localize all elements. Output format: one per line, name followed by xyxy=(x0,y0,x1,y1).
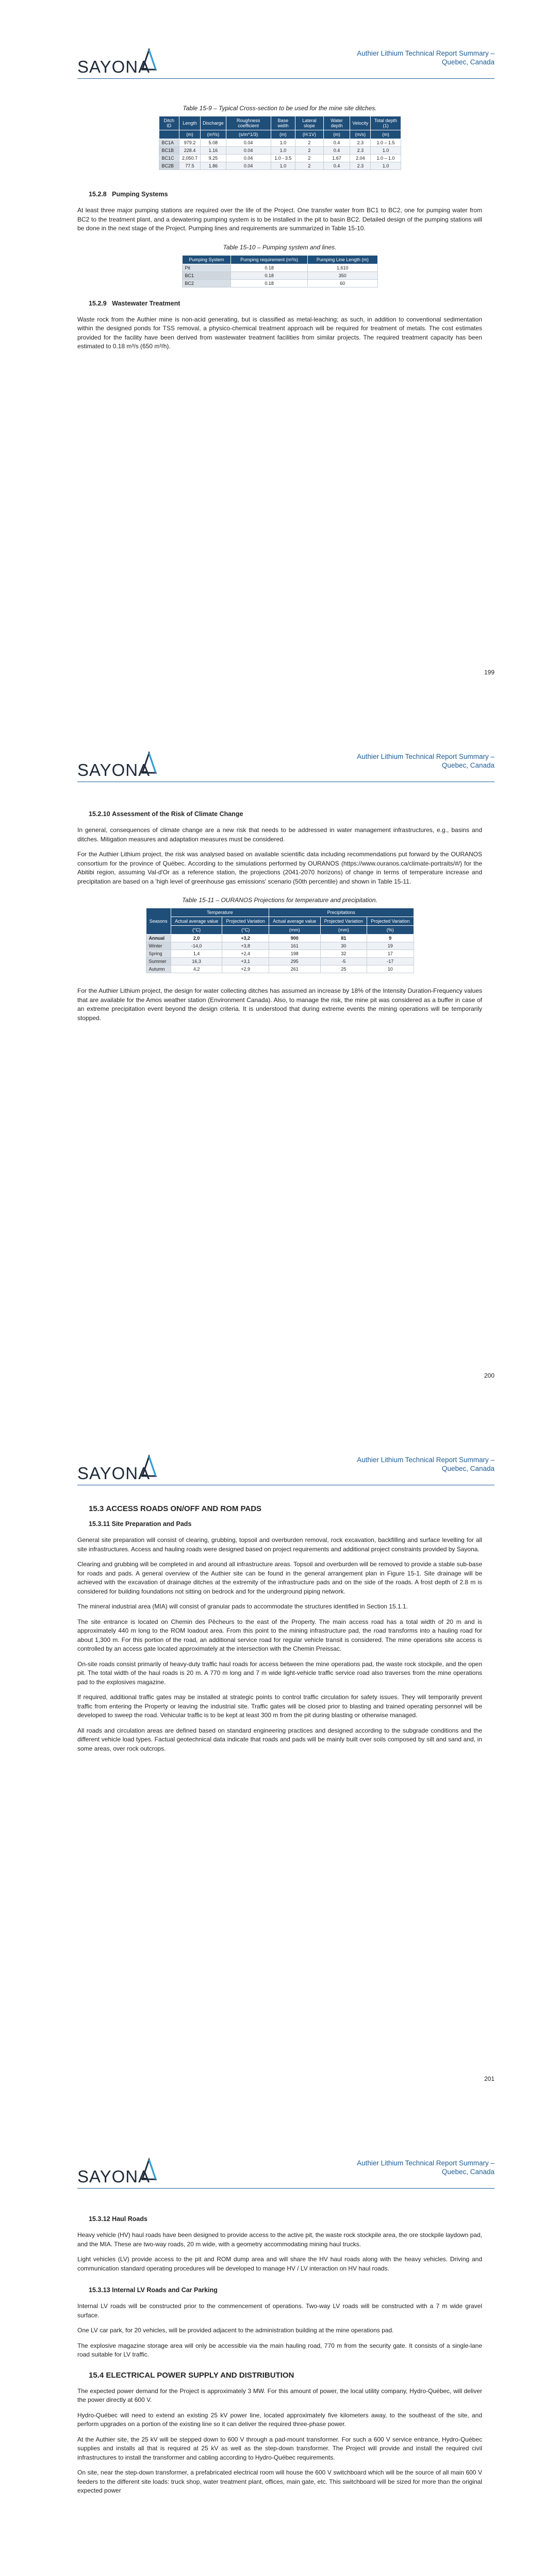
table-header-cell: (°C) xyxy=(171,926,222,935)
section-title-access-roads: 15.3 ACCESS ROADS ON/OFF AND ROM PADS xyxy=(89,1504,262,1513)
table-15-11-caption: Table 15-11 – OURANOS Projections for temperature and precipitation. xyxy=(182,896,377,904)
page-202-content xyxy=(77,2215,482,2502)
table-row xyxy=(159,139,401,147)
table-body xyxy=(182,264,377,287)
table-cell: 60 xyxy=(308,279,377,287)
table-cell: 295 xyxy=(269,958,320,965)
paragraph: At least three major pumping stations are required over the life of the Project. One transfer water from BC1 to BC2, one for pumping water from BC2 to the treatment plant, and a dewatering pumping system is to be installed in the pit to basin BC2. Detailed design of the pumping stations will be done in the next stage of the Project. Pumping lines and requirements are summarized in Table 15-10. xyxy=(77,207,482,232)
table-header-cell: (m) xyxy=(323,130,350,139)
table-row xyxy=(159,155,401,162)
paragraph: In general, consequences of climate change are a new risk that needs to be addressed in water management infrastructures, e.g., basins and ditches. Mitigation measures and adaptation measures must be considered. xyxy=(77,826,482,843)
table-header-cell: (m) xyxy=(371,130,401,139)
table-row xyxy=(146,942,414,950)
table-cell: 0.04 xyxy=(226,162,271,170)
table-cell: 261 xyxy=(269,965,320,973)
table-cell: BC1A xyxy=(159,139,179,147)
paragraph-group xyxy=(77,2302,482,2360)
table-cell: Pit xyxy=(182,264,231,272)
table-cell: +3,2 xyxy=(222,935,269,942)
table-cell: BC2 xyxy=(182,279,231,287)
table-header-cell: (mm) xyxy=(320,926,367,935)
table-cell: 1,610 xyxy=(308,264,377,272)
header-line-2: Quebec, Canada xyxy=(441,1465,494,1472)
group-precipitation: Precipitations xyxy=(269,908,414,917)
table-15-9 xyxy=(159,116,401,170)
table-cell: 350 xyxy=(308,272,377,279)
report-header xyxy=(357,1455,494,1473)
header-divider xyxy=(77,78,494,79)
table-header-cell: Roughness coefficient xyxy=(226,116,271,130)
table-cell: 0.18 xyxy=(231,279,308,287)
page-number: 200 xyxy=(484,1372,494,1379)
table-15-10-caption: Table 15-10 – Pumping system and lines. xyxy=(223,243,337,251)
table-header-cell: Length xyxy=(179,116,201,130)
table-header-row xyxy=(182,255,377,264)
table-cell: 9 xyxy=(367,935,414,942)
table-units-row xyxy=(146,926,414,935)
table-body xyxy=(146,935,414,973)
section-heading-wastewater: 15.2.9 Wastewater Treatment xyxy=(89,299,180,307)
table-cell: 2 xyxy=(295,139,324,147)
table-cell: 2.3 xyxy=(350,139,371,147)
table-header-row xyxy=(146,917,414,926)
section-heading-pumping: 15.2.8 Pumping Systems xyxy=(89,191,168,198)
table-cell: 2 xyxy=(295,155,324,162)
table-cell: 0.04 xyxy=(226,147,271,155)
table-cell: +3,1 xyxy=(222,958,269,965)
table-cell: 2.3 xyxy=(350,147,371,155)
page-number: 201 xyxy=(484,2075,494,2082)
table-header-cell: Pumping System xyxy=(182,255,231,264)
table-cell: 1.0 xyxy=(271,139,295,147)
table-header-cell: (m/s) xyxy=(350,130,371,139)
paragraph: On site, near the step-down transformer, a prefabricated electrical room will house the 600 V switchboard which will be the source of all main 600 V feeders to the different site loads: truck shop, water treatment plant, offices, main gate, etc. This switchboard will be sized for more than the original expected power xyxy=(77,2469,482,2494)
table-cell: 0.18 xyxy=(231,264,308,272)
report-header xyxy=(357,752,494,770)
logo-text: SAYONA xyxy=(77,760,151,779)
table-cell: +3,8 xyxy=(222,942,269,950)
table-row xyxy=(182,272,377,279)
header-line-1: Authier Lithium Technical Report Summary – xyxy=(357,1456,494,1464)
table-cell: 1.0 xyxy=(271,162,295,170)
table-header-row xyxy=(159,116,401,130)
paragraph: All roads and circulation areas are defined based on standard engineering practices and designed according to the subgrade conditions and the different vehicle load types. Factual geotechnical data indicate that roads and pads will be mainly built over soils composed by silt and sand and, in some areas, over rock outcrops. xyxy=(77,1726,482,1752)
table-header-cell: Base width xyxy=(271,116,295,130)
table-header-cell: (%) xyxy=(367,926,414,935)
table-cell: -14,0 xyxy=(171,942,222,950)
table-cell: Spring xyxy=(146,950,171,958)
table-cell: 25 xyxy=(320,965,367,973)
table-header-cell: (s/m^1/3) xyxy=(226,130,271,139)
table-cell: 16,3 xyxy=(171,958,222,965)
paragraph: The mineral industrial area (MIA) will consist of granular pads to accommodate the structures identified in Section 15.1.1. xyxy=(77,1603,408,1610)
logo-mark-icon xyxy=(140,48,158,71)
section-heading-haul-roads: 15.3.12 Haul Roads xyxy=(89,2215,147,2223)
section-heading-internal-roads: 15.3.13 Internal LV Roads and Car Parking xyxy=(89,2286,218,2294)
table-cell: 228.4 xyxy=(179,147,201,155)
table-cell: 0.18 xyxy=(231,272,308,279)
table-header-cell: (°C) xyxy=(222,926,269,935)
section-heading-climate: 15.2.10 Assessment of the Risk of Climate Change xyxy=(89,810,243,818)
table-header-cell: Ditch ID xyxy=(159,116,179,130)
table-row xyxy=(146,958,414,965)
paragraph: At the Authier site, the 25 kV will be stepped down to 600 V through a pad-mount transformer. For such a 600 V service entrance, Hydro-Québec supplies and installs all that is required at 25 kV as well as the step-down transformer. The Project will provide and install the required civil infrastructures to install the transformer and cabling according to Hydro-Québec requirements. xyxy=(77,2435,482,2461)
table-15-9-caption: Table 15-9 – Typical Cross-section to be used for the mine site ditches. xyxy=(183,105,377,112)
paragraph: The expected power demand for the Project is approximately 3 MW. For this amount of power, the local utility company, Hydro-Québec, will deliver the power directly at 600 V. xyxy=(77,2387,482,2403)
table-row xyxy=(146,935,414,942)
table-cell: 1.0 – 1.5 xyxy=(371,139,401,147)
table-header-cell: (m) xyxy=(271,130,295,139)
paragraph-group xyxy=(77,2387,482,2496)
page-200 xyxy=(0,703,544,1406)
table-cell: 198 xyxy=(269,950,320,958)
table-cell: 979.2 xyxy=(179,139,201,147)
table-cell: 1.86 xyxy=(201,162,226,170)
table-15-11 xyxy=(146,908,414,973)
paragraph-group xyxy=(77,1536,482,1753)
table-cell: 1.0 xyxy=(271,147,295,155)
table-cell: 2.3 xyxy=(350,162,371,170)
paragraph: Internal LV roads will be constructed prior to the commencement of operations. Two-way LV roads will be constructed with a 7 m wide gravel surface. xyxy=(77,2302,482,2319)
header-divider xyxy=(77,2188,494,2189)
section-heading-site-prep: 15.3.11 Site Preparation and Pads xyxy=(89,1520,192,1528)
table-header-cell: Total depth (1) xyxy=(371,116,401,130)
paragraph: Light vehicles (LV) provide access to the pit and ROM dump area and will share the HV haul roads along with the heavy vehicles. Driving and communication standard operating procedures will be developed to manage HV / LV interaction on HV haul roads. xyxy=(77,2256,482,2272)
paragraph: On-site roads consist primarily of heavy-duty traffic haul roads for access between the mine operations pad, the waste rock stockpile, and the open pit. The total width of the haul roads is 20 m. A 770 m long and 7 m wide light-vehicle traffic service road also traverses from the mine operations pad to the explosives magazine. xyxy=(77,1660,482,1686)
table-header-cell: Pumping Line Length (m) xyxy=(308,255,377,264)
table-cell: 1.0 xyxy=(371,147,401,155)
table-header-cell: Actual average value xyxy=(171,917,222,926)
table-cell: 32 xyxy=(320,950,367,958)
table-cell: Summer xyxy=(146,958,171,965)
paragraph: For the Authier Lithium project, the risk was analysed based on available scientific data including recommendations put forward by the OURANOS consortium for the province of Québec. According to the simulations performed by OURANOS (https://www.ouranos.ca/climate-portraits/#/) for the Abitibi region, assuming Val-d'Or as a reference station, the projections (2041-2070 horizons) of change in terms of temperature increase and precipitation are based on a 'high level of greenhouse gas emissions' scenario (50th percentile) and shown in Table 15-11. xyxy=(77,851,482,885)
table-cell: -5 xyxy=(320,958,367,965)
table-cell: 161 xyxy=(269,942,320,950)
table-cell: 2,0 xyxy=(171,935,222,942)
table-header-cell: (m) xyxy=(179,130,201,139)
table-cell: 5.08 xyxy=(201,139,226,147)
table-cell: +2,4 xyxy=(222,950,269,958)
table-row xyxy=(146,950,414,958)
page-199 xyxy=(0,0,544,703)
table-header-cell: Projected Variation xyxy=(367,917,414,926)
table-header-cell: (m³/s) xyxy=(201,130,226,139)
header-line-2: Quebec, Canada xyxy=(441,58,494,66)
table-cell: BC1 xyxy=(182,272,231,279)
table-15-10 xyxy=(182,255,378,287)
paragraph: One LV car park, for 20 vehicles, will be provided adjacent to the administration building at the mine operations pad. xyxy=(77,2327,394,2334)
logo-mark-icon xyxy=(140,2158,158,2180)
table-header-cell: Projected Variation xyxy=(222,917,269,926)
table-cell: 9.25 xyxy=(201,155,226,162)
table-cell: 1,4 xyxy=(171,950,222,958)
table-cell: 2 xyxy=(295,162,324,170)
table-cell: +2,9 xyxy=(222,965,269,973)
page-number: 199 xyxy=(484,669,494,676)
table-group-row xyxy=(146,908,414,917)
table-cell: 0.4 xyxy=(323,162,350,170)
table-units-row xyxy=(159,130,401,139)
table-cell: 0.04 xyxy=(226,139,271,147)
page-200-content xyxy=(77,810,482,1029)
table-cell: Autumn xyxy=(146,965,171,973)
table-body xyxy=(159,139,401,170)
table-header-cell: Projected Variation xyxy=(320,917,367,926)
header-line-1: Authier Lithium Technical Report Summary – xyxy=(357,753,494,760)
table-cell: Winter xyxy=(146,942,171,950)
table-row xyxy=(182,264,377,272)
table-header-cell: Water depth xyxy=(323,116,350,130)
table-header-cell: Velocity xyxy=(350,116,371,130)
col-seasons: Seasons xyxy=(146,908,171,935)
table-cell: 1.16 xyxy=(201,147,226,155)
table-cell: BC2B xyxy=(159,162,179,170)
table-cell: 10 xyxy=(367,965,414,973)
table-row xyxy=(159,147,401,155)
table-header-cell: Pumping requirement (m³/s) xyxy=(231,255,308,264)
table-cell: 2 xyxy=(295,147,324,155)
table-header-cell: Actual average value xyxy=(269,917,320,926)
table-row xyxy=(159,162,401,170)
table-cell: 2,050.7 xyxy=(179,155,201,162)
paragraph: If required, additional traffic gates may be installed at strategic points to control traffic circulation for safety issues. They will temporarily prevent traffic from entering the Property or leaving the industrial site. Traffic gates will be closed prior to blasting and trained operating personnel will be developed to sweep the road. Vehicular traffic is to be kept at least 300 m from the pit during blasting or otherwise managed. xyxy=(77,1693,482,1719)
table-header-cell: Discharge xyxy=(201,116,226,130)
paragraph: The site entrance is located on Chemin des Pêcheurs to the east of the Property. The main access road has a total width of 20 m and is approximately 440 m long to the ROM loadout area. From this point to the mining infrastructure pad, the road transforms into a hauling road for about 1,300 m. For this portion of the road, an additional service road for regular vehicle transit is considered. The mine operations site access is controlled by an access gate located approximately at the intersection with the Chemin Preissac. xyxy=(77,1618,482,1652)
logo-mark-icon xyxy=(140,751,158,774)
header-line-1: Authier Lithium Technical Report Summary – xyxy=(357,49,494,57)
group-temperature: Temperature xyxy=(171,908,269,917)
logo-text: SAYONA xyxy=(77,57,151,76)
header-line-2: Quebec, Canada xyxy=(441,761,494,769)
table-cell: 2.04 xyxy=(350,155,371,162)
paragraph: Hydro-Québec will need to extend an existing 25 kV power line, located approximately five kilometers away, to the southeast of the site, and perform upgrades on a portion of the existing line so it can deliver the required three-phase power. xyxy=(77,2411,482,2428)
table-cell: 0.4 xyxy=(323,139,350,147)
table-cell: 1.0 – 1.0 xyxy=(371,155,401,162)
table-cell: BC1B xyxy=(159,147,179,155)
table-header-cell xyxy=(159,130,179,139)
table-cell: 77.5 xyxy=(179,162,201,170)
table-header-cell: (H:1V) xyxy=(295,130,324,139)
table-cell: 30 xyxy=(320,942,367,950)
page-199-content xyxy=(77,99,482,358)
table-cell: 1.0 xyxy=(371,162,401,170)
table-cell: 1.0 - 3.5 xyxy=(271,155,295,162)
table-row xyxy=(182,279,377,287)
table-header-cell: (mm) xyxy=(269,926,320,935)
table-cell: BC1C xyxy=(159,155,179,162)
header-line-1: Authier Lithium Technical Report Summary – xyxy=(357,2159,494,2167)
table-cell: 0.4 xyxy=(323,147,350,155)
table-cell: 0.04 xyxy=(226,155,271,162)
table-cell: 1.67 xyxy=(323,155,350,162)
page-202 xyxy=(0,2110,544,2576)
table-row xyxy=(146,965,414,973)
section-title-electrical: 15.4 ELECTRICAL POWER SUPPLY AND DISTRIBUTION xyxy=(89,2370,294,2380)
report-header xyxy=(357,2159,494,2176)
table-cell: 81 xyxy=(320,935,367,942)
paragraph: The explosive magazine storage area will only be accessible via the main hauling road, 770 m from the security gate. It consists of a single-lane road suitable for LV traffic. xyxy=(77,2342,482,2358)
paragraph: For the Authier Lithium project, the design for water collecting ditches has assumed an increase by 18% of the Intensity Duration-Frequency values that are available for the Amos weather station (Environment Canada). Also, to manage the risk, the mine pit was considered as a buffer in case of an extreme precipitation event beyond the design criteria. It is understood that during extreme events the mining operations will be temporarily stopped. xyxy=(77,987,482,1022)
logo-text: SAYONA xyxy=(77,2167,151,2186)
table-cell: Annual xyxy=(146,935,171,942)
page-201-content xyxy=(77,1504,482,1759)
logo-text: SAYONA xyxy=(77,1464,151,1483)
table-cell: 4,2 xyxy=(171,965,222,973)
logo-mark-icon xyxy=(140,1454,158,1477)
header-line-2: Quebec, Canada xyxy=(441,2168,494,2176)
table-cell: -17 xyxy=(367,958,414,965)
paragraph: Waste rock from the Authier mine is non-acid generating, but is classified as metal-leaching; as such, in addition to conventional sedimentation within the designed ponds for TSS removal, a physico-chemical treatment approach will be required for treatment of metals. The cost estimates provided for the facility have been derived from wastewater treatment facilities from similar projects. The required treatment capacity has been estimated to 0.18 m³/s (650 m³/h). xyxy=(77,315,482,350)
table-cell: 19 xyxy=(367,942,414,950)
table-cell: 900 xyxy=(269,935,320,942)
page-201 xyxy=(0,1406,544,2110)
paragraph: Heavy vehicle (HV) haul roads have been designed to provide access to the active pit, the waste rock stockpile area, the ore stockpile laydown pad, and the MIA. These are two-way roads, 20 m wide, with a geometry accommodating mining haul trucks. xyxy=(77,2231,482,2248)
paragraph: Clearing and grubbing will be completed in and around all infrastructure areas. Topsoil and overburden will be removed to provide a stable sub-base for roads and pads. A general overview of the Authier site can be found in the general arrangement plan in Figure 15-1. Site drainage will be achieved with the excavation of drainage ditches at the extremity of the infrastructure pads and on the side of the roads. A frost depth of 2.8 m is considered for building foundations not sitting on bedrock and for the underground piping network. xyxy=(77,1561,482,1595)
table-cell: 17 xyxy=(367,950,414,958)
table-header-cell: Lateral slope xyxy=(295,116,324,130)
paragraph-group xyxy=(77,2231,482,2273)
paragraph: General site preparation will consist of clearing, grubbing, topsoil and overburden removal, rock excavation, backfilling and surface levelling for all site infrastructures. Access and hauling roads were designed based on project requirements and additional project constraints provided by Sayona. xyxy=(77,1536,482,1553)
report-header xyxy=(357,49,494,66)
